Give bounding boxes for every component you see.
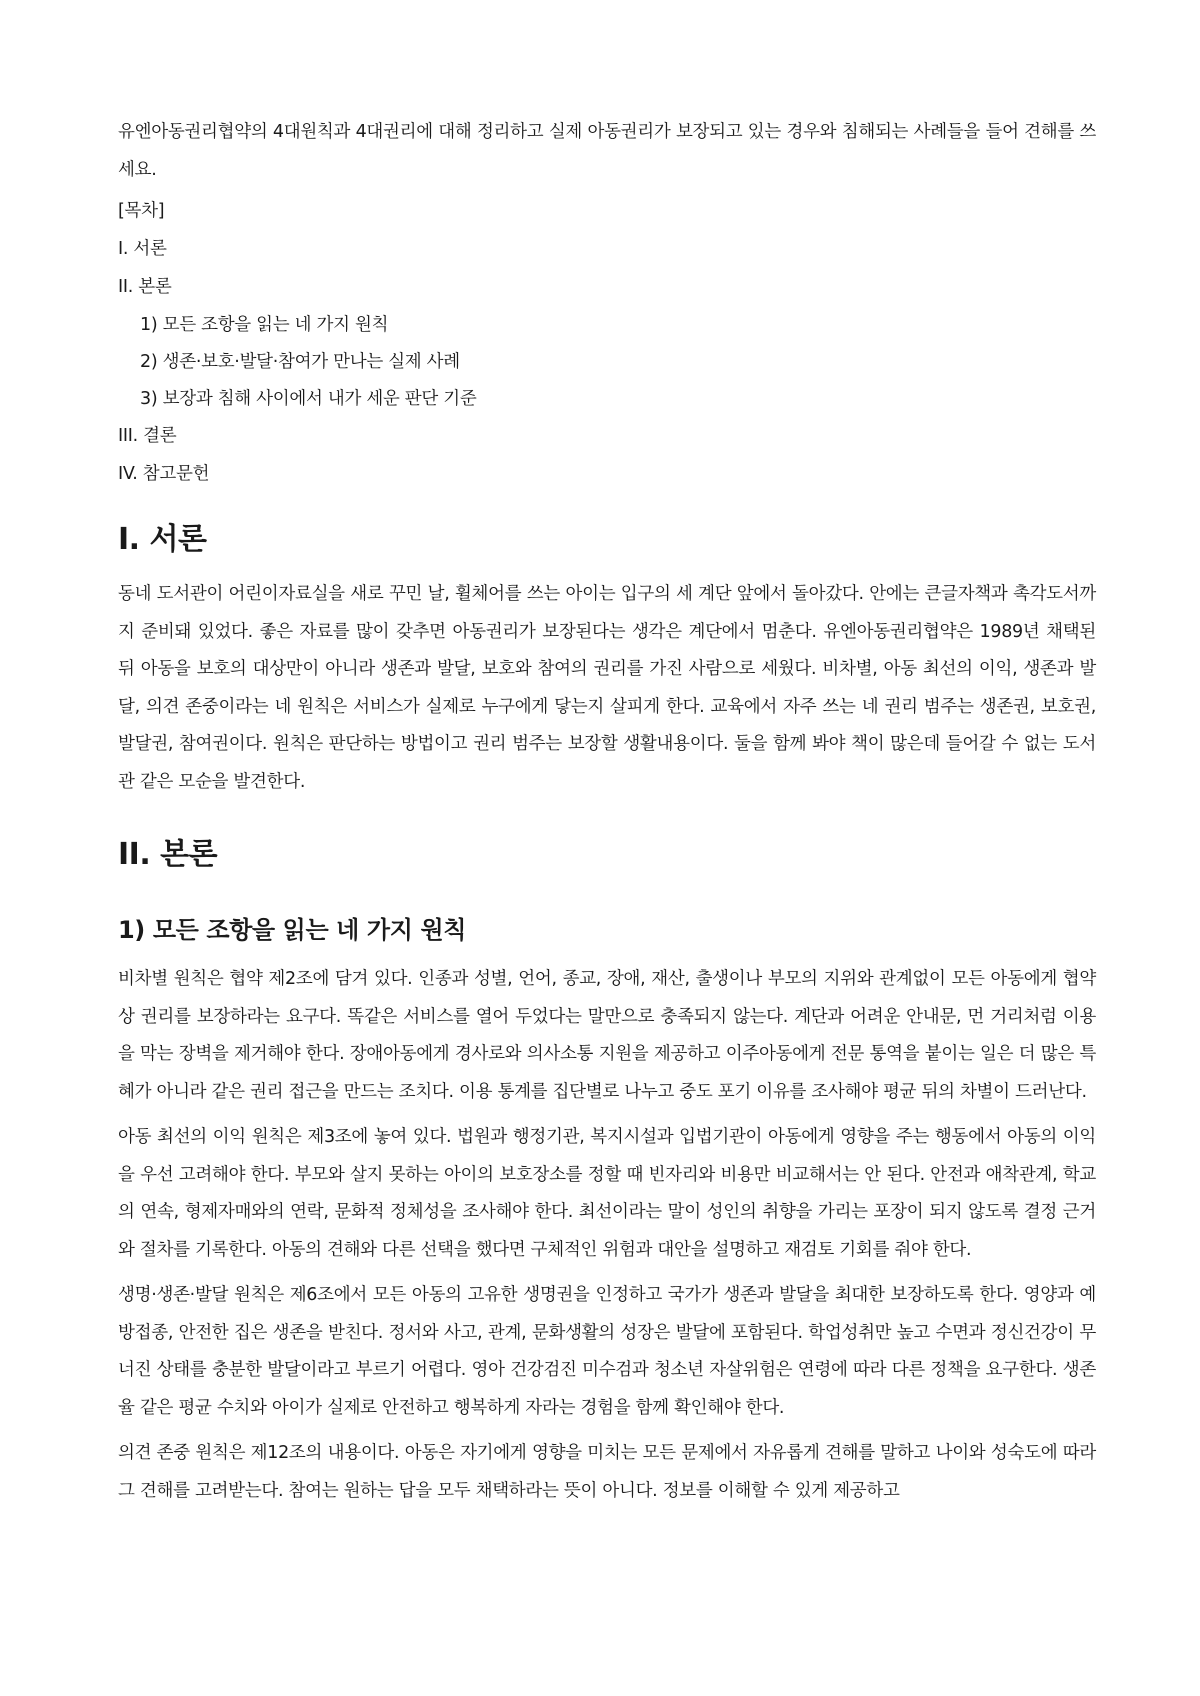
assignment-prompt: 유엔아동권리협약의 4대원칙과 4대권리에 대해 정리하고 실제 아동권리가 보장되고 있는 경우와 침해되는 사례들을 들어 견해를 쓰세요. bbox=[118, 122, 1096, 180]
non-discrimination-paragraph: 비차별 원칙은 협약 제2조에 담겨 있다. 인종과 성별, 언어, 종교, 장애, 재산, 출생이나 부모의 지위와 관계없이 모든 아동에게 협약상 권리를 보장하라는 요구다. 똑같은 서비스를 열어 두었다는 말만으로 충족되지 않는다. 계단과 어려운 안내문, 먼 거리처럼 이용을 막는 장벽을 제거해야 한다. 장애아동에게 경사로와 의사소통 지원을 제공하고 이주아동에게 전문 통역을 붙이는 일은 더 많은 특혜가 아니라 같은 권리 접근을 만드는 조치다. 이용 통계를 집단별로 나누고 중도 포기 이유를 조사해야 평균 뒤의 차별이 드러난다. bbox=[118, 969, 1096, 1102]
toc-item-body: II. 본론 bbox=[118, 277, 172, 297]
principles-subheading: 1) 모든 조항을 읽는 네 가지 원칙 bbox=[118, 916, 467, 944]
toc-item-intro: I. 서론 bbox=[118, 239, 167, 259]
survival-development-paragraph: 생명·생존·발달 원칙은 제6조에서 모든 아동의 고유한 생명권을 인정하고 국가가 생존과 발달을 최대한 보장하도록 한다. 영양과 예방접종, 안전한 집은 생존을 받친다. 정서와 사고, 관계, 문화생활의 성장은 발달에 포함된다. 학업성취만 높고 수면과 정신건강이 무너진 상태를 충분한 발달이라고 부르기 어렵다. 영아 건강검진 미수검과 청소년 자살위험은 연령에 따라 다른 정책을 요구한다. 생존율 같은 평균 수치와 아이가 실제로 안전하고 행복하게 자라는 경험을 함께 확인해야 한다. bbox=[118, 1285, 1096, 1418]
toc-item-body-1: 1) 모든 조항을 읽는 네 가지 원칙 bbox=[140, 315, 389, 335]
intro-heading: I. 서론 bbox=[118, 522, 207, 557]
toc-item-body-2: 2) 생존·보호·발달·참여가 만나는 실제 사례 bbox=[140, 352, 460, 372]
best-interests-paragraph: 아동 최선의 이익 원칙은 제3조에 놓여 있다. 법원과 행정기관, 복지시설과 입법기관이 아동에게 영향을 주는 행동에서 아동의 이익을 우선 고려해야 한다. 부모와 살지 못하는 아이의 보호장소를 정할 때 빈자리와 비용만 비교해서는 안 된다. 안전과 애착관계, 학교의 연속, 형제자매와의 연락, 문화적 정체성을 조사해야 한다. 최선이라는 말이 성인의 취향을 가리는 포장이 되지 않도록 결정 근거와 절차를 기록한다. 아동의 견해와 다른 선택을 했다면 구체적인 위험과 대안을 설명하고 재검토 기회를 줘야 한다. bbox=[118, 1127, 1096, 1260]
body-heading: II. 본론 bbox=[118, 837, 218, 872]
toc-item-references: IV. 참고문헌 bbox=[118, 464, 210, 484]
toc-item-body-3: 3) 보장과 침해 사이에서 내가 세운 판단 기준 bbox=[140, 389, 477, 409]
intro-paragraph: 동네 도서관이 어린이자료실을 새로 꾸민 날, 휠체어를 쓰는 아이는 입구의 세 계단 앞에서 돌아갔다. 안에는 큰글자책과 촉각도서까지 준비돼 있었다. 좋은 자료를 많이 갖추면 아동권리가 보장된다는 생각은 계단에서 멈춘다. 유엔아동권리협약은 1989년 채택된 뒤 아동을 보호의 대상만이 아니라 생존과 발달, 보호와 참여의 권리를 가진 사람으로 세웠다. 비차별, 아동 최선의 이익, 생존과 발달, 의견 존중이라는 네 원칙은 서비스가 실제로 누구에게 닿는지 살피게 한다. 교육에서 자주 쓰는 네 권리 범주는 생존권, 보호권, 발달권, 참여권이다. 원칙은 판단하는 방법이고 권리 범주는 보장할 생활내용이다. 둘을 함께 봐야 책이 많은데 들어갈 수 없는 도서관 같은 모순을 발견한다. bbox=[118, 584, 1096, 792]
respect-views-paragraph: 의견 존중 원칙은 제12조의 내용이다. 아동은 자기에게 영향을 미치는 모든 문제에서 자유롭게 견해를 말하고 나이와 성숙도에 따라 그 견해를 고려받는다. 참여는 원하는 답을 모두 채택하라는 뜻이 아니다. 정보를 이해할 수 있게 제공하고 bbox=[118, 1443, 1096, 1501]
toc-heading: [목차] bbox=[118, 201, 165, 221]
table-of-contents bbox=[118, 199, 1096, 486]
toc-item-conclusion: III. 결론 bbox=[118, 426, 177, 446]
